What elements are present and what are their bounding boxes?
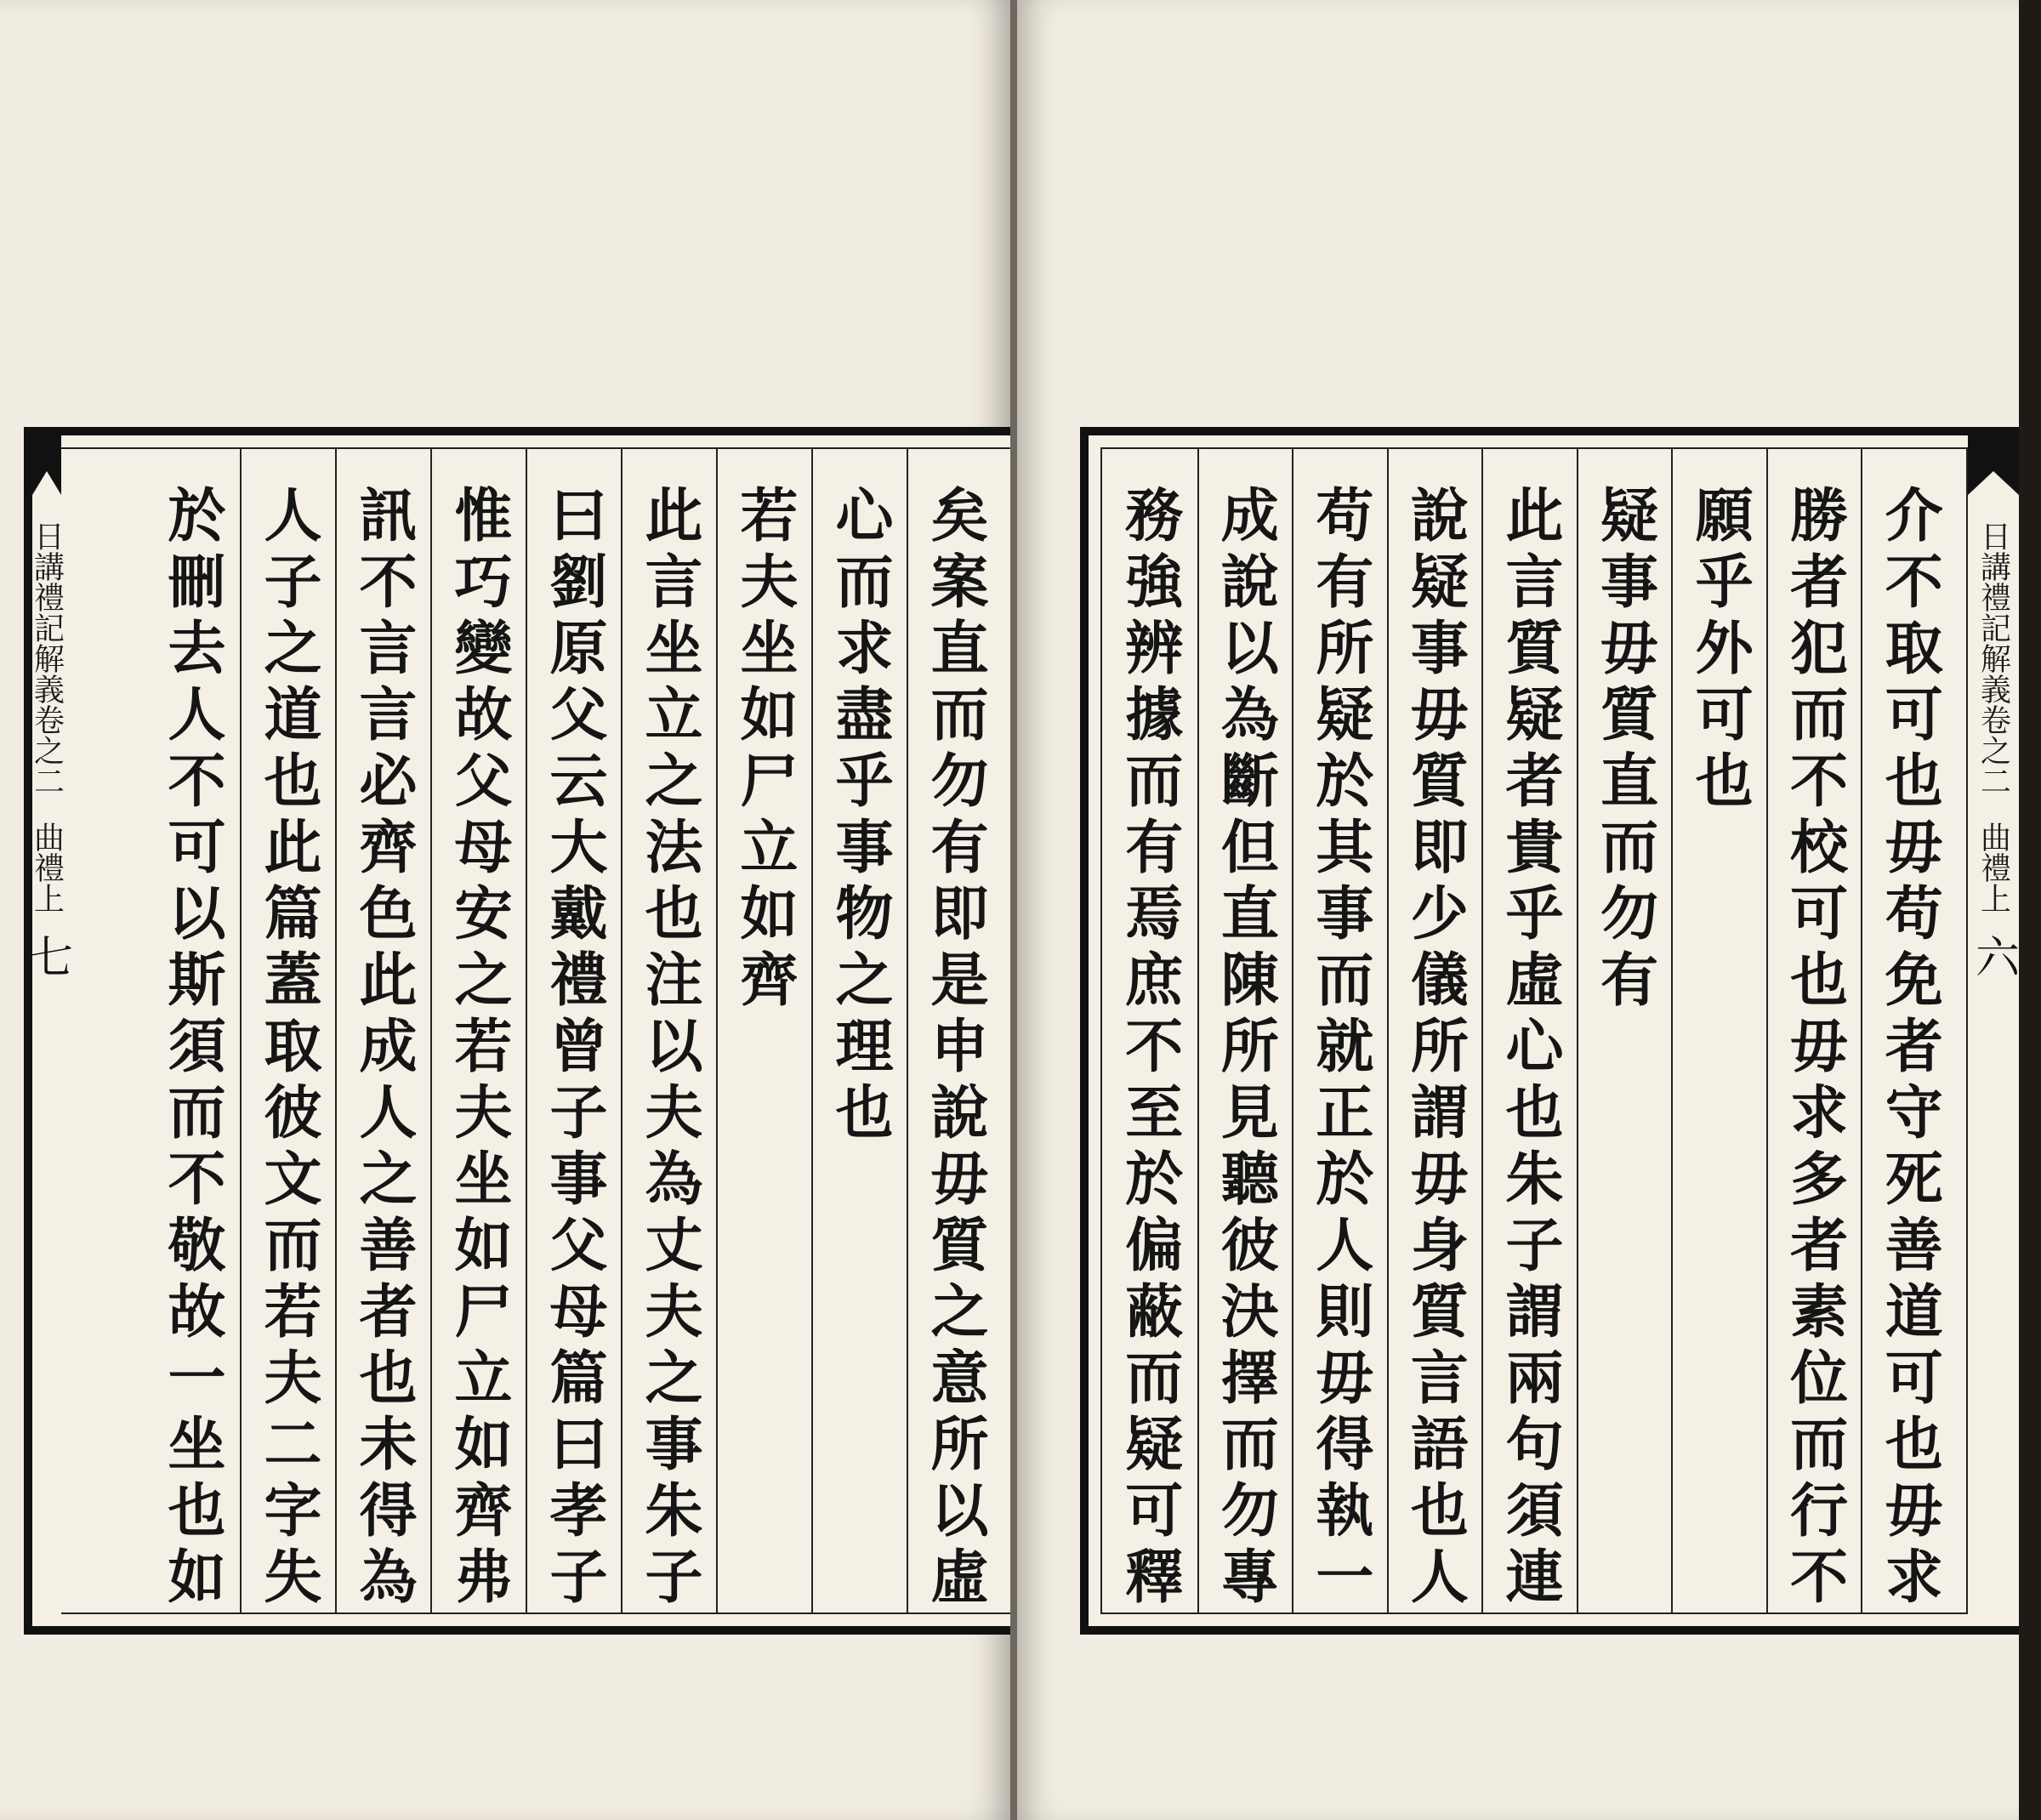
text-column bbox=[1197, 449, 1293, 1612]
text-column bbox=[1671, 449, 1766, 1612]
column-text: 曰劉原父云大戴禮曾子事父母篇曰孝子 bbox=[540, 485, 608, 1612]
right-folio-number: 六 bbox=[1967, 934, 2019, 978]
text-column bbox=[430, 449, 526, 1612]
left-page bbox=[0, 0, 1010, 1820]
right-page-frame bbox=[1080, 427, 2019, 1635]
text-column bbox=[240, 449, 335, 1612]
column-text: 願乎外可也 bbox=[1686, 485, 1754, 816]
column-text: 成說以為斷但直陳所見聽彼決擇而勿專 bbox=[1211, 485, 1280, 1612]
column-text: 矣案直而勿有即是申說毋質之意所以虛 bbox=[921, 485, 989, 1612]
right-text-columns bbox=[1102, 449, 1956, 1612]
fish-tail-ornament bbox=[1968, 435, 2019, 495]
text-column bbox=[1387, 449, 1482, 1612]
column-text: 苟有所疑於其事而就正於人則毋得執一 bbox=[1305, 485, 1374, 1612]
text-column bbox=[1577, 449, 1672, 1612]
left-folio-number: 七 bbox=[20, 934, 72, 978]
right-banxin-title: 日講禮記解義卷之二 bbox=[1976, 520, 2011, 796]
text-column bbox=[1861, 449, 1956, 1612]
text-column bbox=[1766, 449, 1862, 1612]
right-banxin-chapter: 曲禮上 bbox=[1976, 822, 2011, 913]
left-banxin-title: 日講禮記解義卷之二 bbox=[29, 520, 65, 796]
column-text: 訊不言言必齊色此成人之善者也未得為 bbox=[350, 485, 418, 1612]
text-column bbox=[811, 449, 907, 1612]
column-text: 此言坐立之法也注以夫為丈夫之事朱子 bbox=[635, 485, 703, 1612]
column-text: 心而求盡乎事物之理也 bbox=[826, 485, 894, 1148]
left-page-frame bbox=[20, 427, 1010, 1635]
book-edge bbox=[2019, 0, 2041, 1820]
text-column bbox=[907, 449, 1002, 1612]
column-text: 務強辨據而有焉庶不至於偏蔽而疑可釋 bbox=[1115, 485, 1184, 1612]
column-text: 疑事毋質直而勿有 bbox=[1590, 485, 1659, 1015]
left-banxin-chapter: 曲禮上 bbox=[29, 822, 65, 913]
text-column bbox=[335, 449, 430, 1612]
column-text: 此言質疑者貴乎虛心也朱子謂兩句須連 bbox=[1495, 485, 1564, 1612]
text-column bbox=[145, 449, 240, 1612]
text-column bbox=[716, 449, 811, 1612]
column-text: 勝者犯而不校可也毋求多者素位而行不 bbox=[1780, 485, 1849, 1612]
fish-tail-ornament bbox=[32, 435, 61, 495]
book-gutter bbox=[1010, 0, 1017, 1820]
column-text: 人子之道也此篇蓋取彼文而若夫二字失 bbox=[254, 485, 322, 1612]
text-column bbox=[1481, 449, 1577, 1612]
column-text: 若夫坐如尸立如齊 bbox=[731, 485, 799, 1015]
right-banxin bbox=[1968, 435, 2019, 1626]
left-banxin bbox=[20, 435, 72, 1626]
left-text-columns bbox=[80, 449, 1002, 1612]
column-text: 介不取可也毋苟免者守死善道可也毋求 bbox=[1875, 485, 1944, 1612]
text-column bbox=[621, 449, 716, 1612]
column-text: 惟巧變故父母安之若夫坐如尸立如齊弗 bbox=[445, 485, 513, 1612]
text-column bbox=[526, 449, 621, 1612]
column-text: 於刪去人不可以斯須而不敬故一坐也如 bbox=[158, 485, 226, 1612]
text-column bbox=[1102, 449, 1197, 1612]
column-text: 說疑事毋質即少儀所謂毋身質言語也人 bbox=[1401, 485, 1470, 1612]
text-column bbox=[1292, 449, 1387, 1612]
